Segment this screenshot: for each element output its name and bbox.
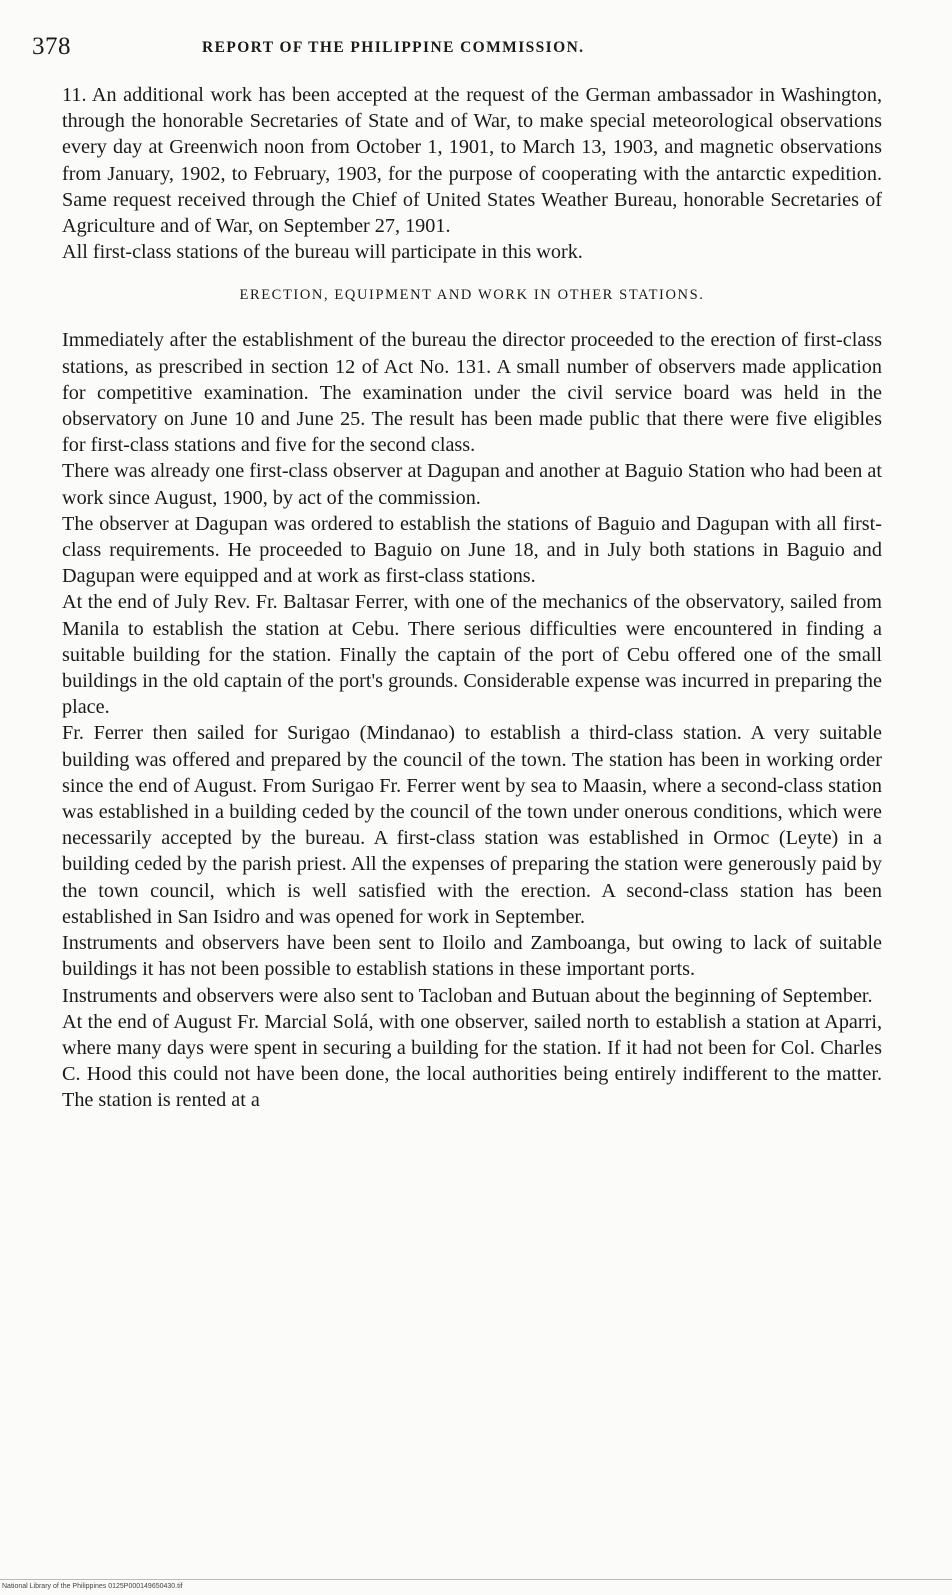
paragraph-participation: All first-class stations of the bureau will participate in this work.	[62, 241, 583, 264]
paragraph-item-11: 11. An additional work has been accepted at the request of the German ambassador in Washington, through the honorable Secretaries of State and of War, to make special meteorological observations every day at Greenwich noon from October 1, 1901, to March 13, 1903, and magnetic observations from January, 1902, to February, 1903, for the purpose of cooperating with the antarctic expedition. Same request received through the Chief of United States Weather Bureau, honorable Secretaries of Agriculture and of War, on September 27, 1901.	[62, 84, 882, 238]
footer-credit: National Library of the Philippines 0125P000149650430.tif	[2, 1583, 183, 1590]
page-number: 378	[32, 33, 71, 60]
paragraph-iloilo-zamboanga: Instruments and observers have been sent to Iloilo and Zamboanga, but owing to lack of suitable buildings it has not been possible to establish stations in these important ports.	[62, 932, 882, 981]
paragraph-dagupan-baguio: There was already one first-class observer at Dagupan and another at Baguio Station who had been at work since August, 1900, by act of the commission.	[62, 460, 882, 509]
section-heading: ERECTION, EQUIPMENT AND WORK IN OTHER STATIONS.	[239, 287, 705, 304]
paragraph-establishment: Immediately after the establishment of the bureau the director proceeded to the erection of first-class stations, as prescribed in section 12 of Act No. 131. A small number of observers made application for competitive examination. The examination under the civil service board was held in the observatory on June 10 and June 25. The result has been made public that there were five eligibles for first-class stations and five for the second class.	[62, 329, 882, 457]
paragraph-aparri: At the end of August Fr. Marcial Solá, with one observer, sailed north to establish a station at Aparri, where many days were spent in securing a building for the station. If it had not been for Col. Charles C. Hood this could not have been done, the local authorities being entirely indifferent to the matter. The station is rented at a	[62, 1010, 882, 1112]
footer-divider	[0, 1579, 952, 1580]
page-header	[32, 33, 892, 65]
body-text	[62, 82, 882, 1114]
paragraph-cebu: At the end of July Rev. Fr. Baltasar Ferrer, with one of the mechanics of the observatory, sailed from Manila to establish the station at Cebu. There serious difficulties were encountered in finding a suitable building for the station. Finally the captain of the port of Cebu offered one of the small buildings in the old captain of the port's grounds. Considerable expense was incurred in preparing the place.	[62, 591, 882, 719]
running-title: REPORT OF THE PHILIPPINE COMMISSION.	[202, 39, 585, 56]
paragraph-surigao: Fr. Ferrer then sailed for Surigao (Mindanao) to establish a third-class station. A very suitable building was offered and prepared by the council of the town. The station has been in working order since the end of August. From Surigao Fr. Ferrer went by sea to Maasin, where a second-class station was established in a building ceded by the council of the town under onerous conditions, which were necessarily accepted by the bureau. A first-class station was established in Ormoc (Leyte) in a building ceded by the parish priest. All the expenses of preparing the station were generously paid by the town council, which is well satisfied with the erection. A second-class station has been established in San Isidro and was opened for work in September.	[62, 722, 882, 928]
paragraph-tacloban-butuan: Instruments and observers were also sent to Tacloban and Butuan about the beginning of September.	[62, 984, 873, 1007]
paragraph-observer-dagupan: The observer at Dagupan was ordered to establish the stations of Baguio and Dagupan with all first-class requirements. He proceeded to Baguio on June 18, and in July both stations in Baguio and Dagupan were equipped and at work as first-class stations.	[62, 512, 882, 588]
